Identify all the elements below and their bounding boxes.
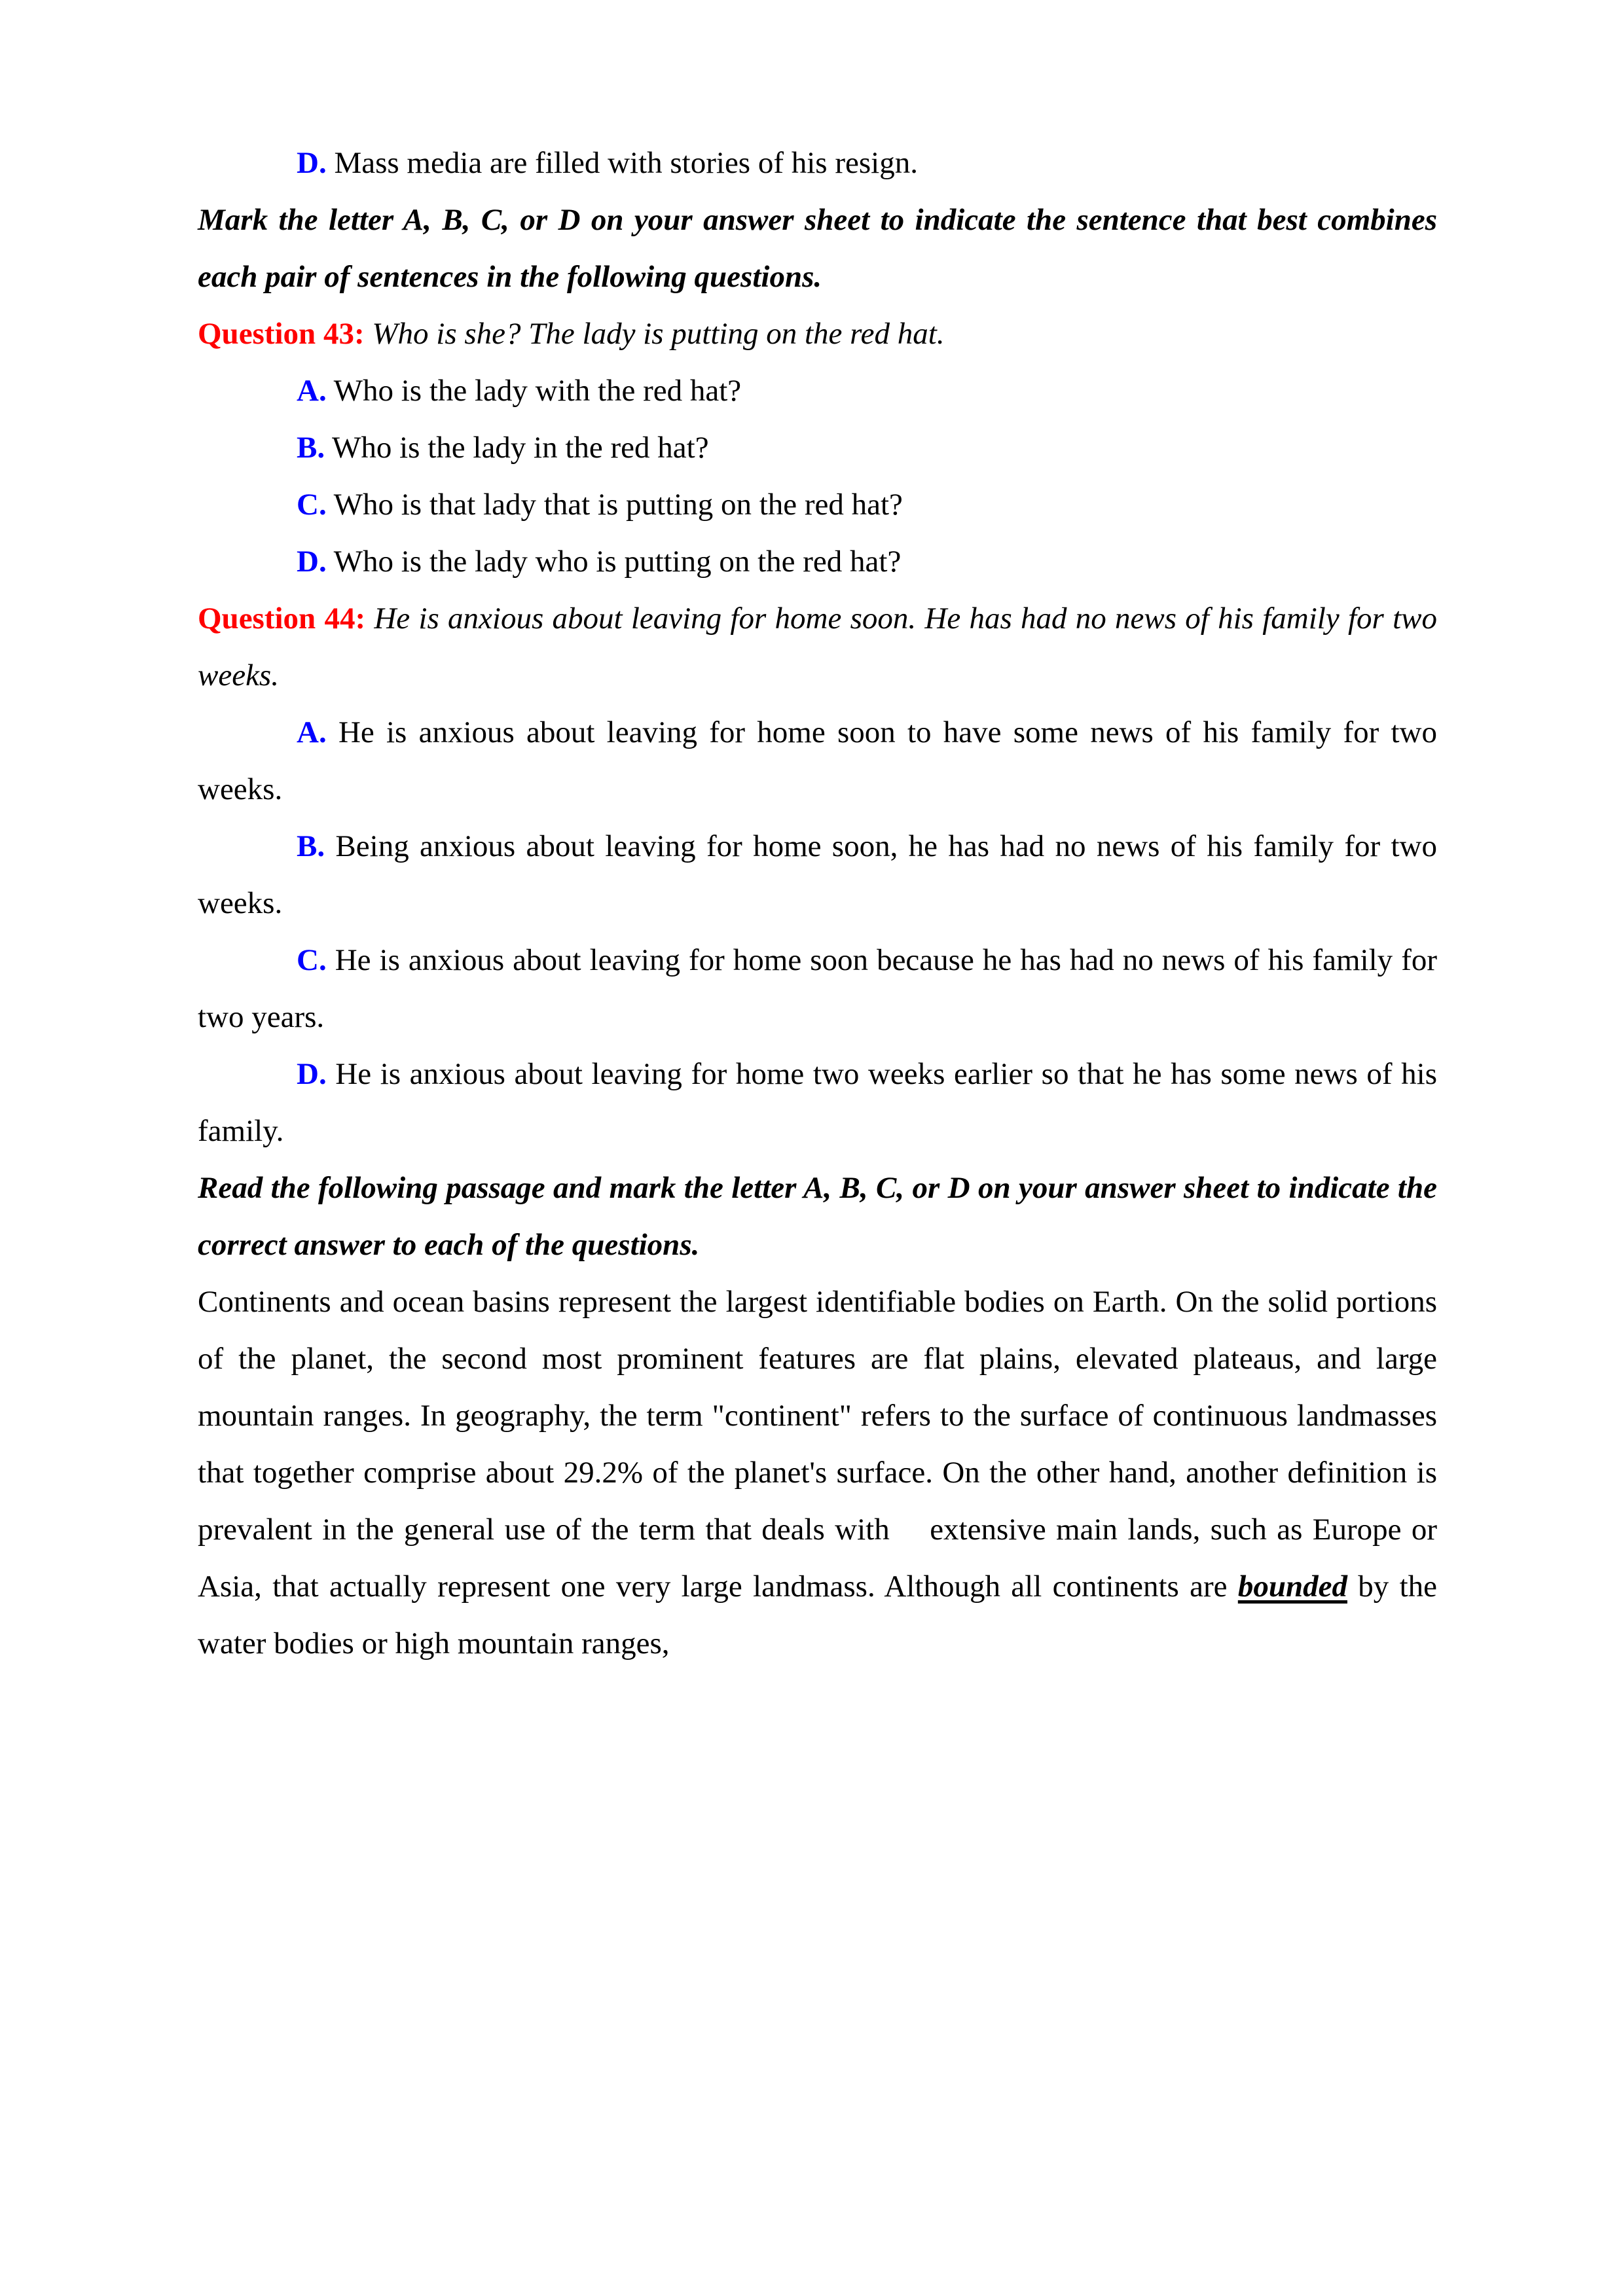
option-text: He is anxious about leaving for home soon to have some news of his family for two weeks. (198, 715, 1437, 806)
q43-option-b (198, 420, 1437, 476)
option-text: He is anxious about leaving for home two weeks earlier so that he has some news of his family. (198, 1057, 1437, 1148)
option-letter: C. (297, 943, 327, 977)
option-letter: D. (297, 1057, 327, 1091)
reading-passage (198, 1274, 1437, 1672)
passage-text: Continents and ocean basins represent the largest identifiable bodies on Earth. On the solid portions of the planet, the second most prominent features are flat plains, elevated plateaus, and large mountain ranges. In geography, the term "continent" refers to the surface of continuous landmasses that together comprise about 29.2% of the planet's surface. On the other hand, another definition is prevalent in the general use of the term that deals with extensive main lands, such as Europe or Asia, that actually represent one very large landmass. Although all continents are (198, 1285, 1437, 1604)
q43-option-a (198, 363, 1437, 420)
option-text: Who is the lady who is putting on the red hat? (326, 545, 902, 579)
question-prompt: Who is she? The lady is putting on the red hat. (364, 317, 945, 351)
option-letter: B. (297, 431, 325, 465)
q43-option-d (198, 533, 1437, 590)
document-page (198, 135, 1437, 1672)
option-letter: D. (297, 146, 327, 180)
question-label: Question 43: (198, 317, 365, 351)
option-letter: D. (297, 545, 327, 579)
option-text: Mass media are filled with stories of his resign. (326, 146, 918, 180)
question-label: Question 44: (198, 601, 366, 636)
question-prompt: He is anxious about leaving for home soon. He has had no news of his family for two weeks. (198, 601, 1437, 692)
previous-option-d (198, 135, 1437, 192)
option-text: Being anxious about leaving for home soon, he has had no news of his family for two weeks. (198, 829, 1437, 920)
q44-option-d (198, 1046, 1437, 1160)
q43-option-c (198, 476, 1437, 533)
instruction-reading: Read the following passage and mark the letter A, B, C, or D on your answer sheet to indicate the correct answer to each of the questions. (198, 1171, 1437, 1262)
question-43 (198, 306, 1437, 363)
option-letter: A. (297, 374, 327, 408)
instruction-combine: Mark the letter A, B, C, or D on your answer sheet to indicate the sentence that best combines each pair of sentences in the following questions. (198, 203, 1437, 294)
option-letter: A. (297, 715, 327, 749)
q44-option-a (198, 704, 1437, 818)
passage-text-end: by the water bodies or high mountain ranges, (198, 1570, 1438, 1660)
option-letter: B. (297, 829, 325, 863)
option-letter: C. (297, 488, 327, 522)
option-text: Who is the lady in the red hat? (325, 431, 709, 465)
option-text: Who is that lady that is putting on the red hat? (326, 488, 903, 522)
q44-option-c (198, 932, 1437, 1046)
highlighted-word: bounded (1237, 1570, 1347, 1604)
q44-option-b (198, 818, 1437, 932)
option-text: Who is the lady with the red hat? (326, 374, 742, 408)
option-text: He is anxious about leaving for home soon because he has had no news of his family for two years. (198, 943, 1437, 1034)
question-44 (198, 590, 1437, 704)
